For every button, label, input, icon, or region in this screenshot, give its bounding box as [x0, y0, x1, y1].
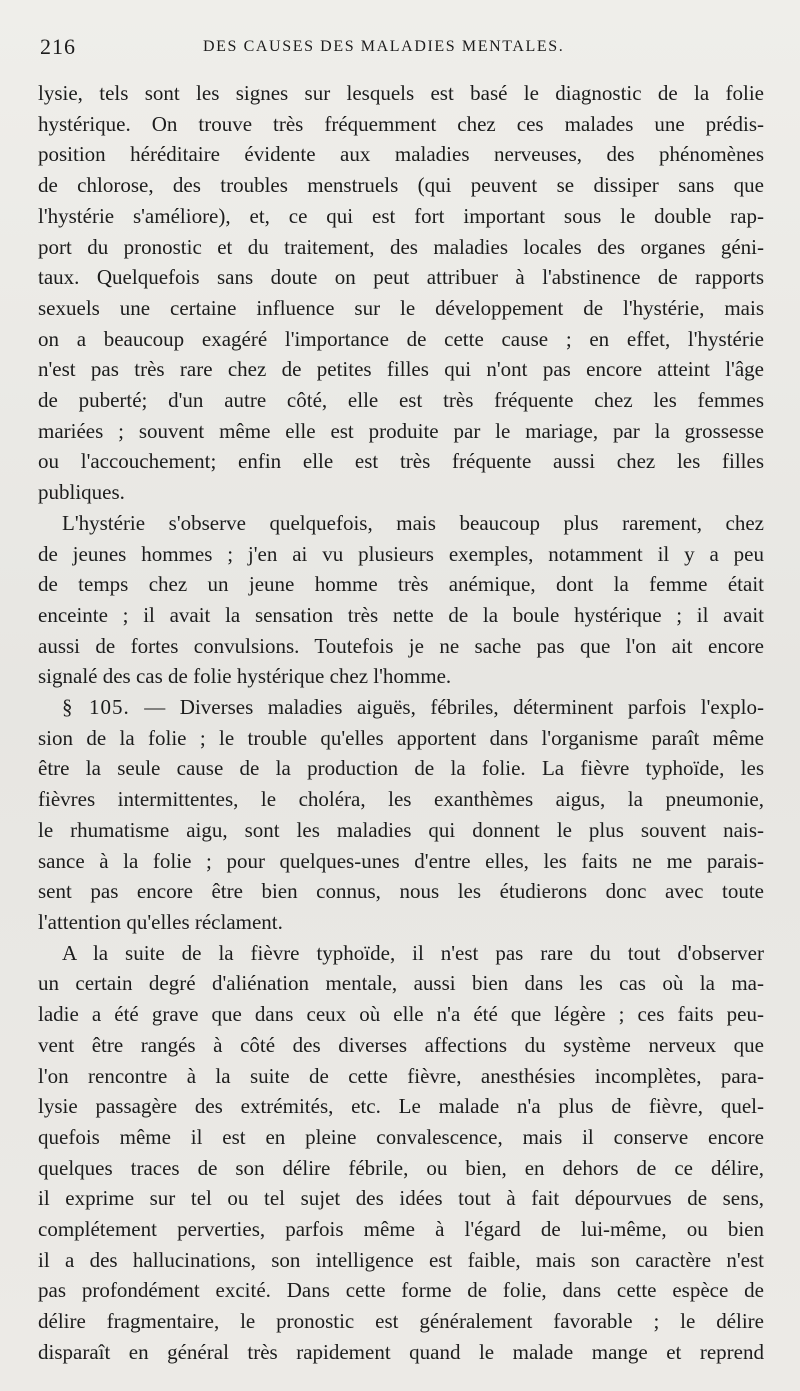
text-line: sent pas encore être bien connus, nous les étudierons donc avec toute	[38, 879, 764, 904]
text-line: hystérique. On trouve très fréquemment chez ces malades une prédis-	[38, 111, 764, 136]
text-line: publiques.	[38, 480, 125, 505]
running-title: DES CAUSES DES MALADIES MENTALES.	[203, 38, 565, 55]
text-line: de chlorose, des troubles menstruels (qui peuvent se dissiper sans que	[38, 173, 764, 198]
text-line: fièvres intermittentes, le choléra, les exanthèmes aigus, la pneumonie,	[38, 787, 764, 812]
text-line-content: — Diverses maladies aiguës, fébriles, déterminent parfois l'explo-	[129, 695, 764, 720]
text-line: sance à la folie ; pour quelques-unes d'entre elles, les faits ne me parais-	[38, 848, 764, 873]
text-line: ou l'accouchement; enfin elle est très fréquente aussi chez les filles	[38, 449, 764, 474]
text-line: L'hystérie s'observe quelquefois, mais beaucoup plus rarement, chez	[62, 510, 764, 535]
text-line: l'attention qu'elles réclament.	[38, 909, 283, 934]
text-line: disparaît en général très rapidement quand le malade mange et reprend	[38, 1339, 764, 1364]
text-line: l'on rencontre à la suite de cette fièvre, anesthésies incomplètes, para-	[38, 1063, 764, 1088]
text-line: n'est pas très rare chez de petites filles qui n'ont pas encore atteint l'âge	[38, 357, 764, 382]
section-number: § 105.	[62, 695, 130, 720]
text-line: être la seule cause de la production de la folie. La fièvre typhoïde, les	[38, 756, 764, 781]
text-line: on a beaucoup exagéré l'importance de cette cause ; en effet, l'hystérie	[38, 326, 764, 351]
text-line: délire fragmentaire, le pronostic est généralement favorable ; le délire	[38, 1309, 764, 1334]
page-number: 216	[40, 34, 76, 59]
text-line: ladie a été grave que dans ceux où elle n'a été que légère ; ces faits peu-	[38, 1002, 764, 1027]
text-line: de jeunes hommes ; j'en ai vu plusieurs exemples, notamment il y a peu	[38, 541, 764, 566]
body-text	[38, 78, 764, 1368]
text-line: aussi de fortes convulsions. Toutefois je ne sache pas que l'on ait encore	[38, 633, 764, 658]
text-line: l'hystérie s'améliore), et, ce qui est fort important sous le double rap-	[38, 203, 764, 228]
text-line: signalé des cas de folie hystérique chez l'homme.	[38, 664, 452, 689]
text-line: il a des hallucinations, son intelligence est faible, mais son caractère n'est	[38, 1247, 764, 1272]
text-line: port du pronostic et du traitement, des maladies locales des organes géni-	[38, 234, 764, 259]
text-line: il exprime sur tel ou tel sujet des idées tout à fait dépourvues de sens,	[38, 1186, 764, 1211]
text-line: lysie, tels sont les signes sur lesquels est basé le diagnostic de la folie	[38, 81, 764, 105]
text-line: vent être rangés à côté des diverses affections du système nerveux que	[38, 1032, 764, 1057]
text-line: quelques traces de son délire fébrile, ou bien, en dehors de ce délire,	[38, 1155, 764, 1180]
running-head	[38, 34, 764, 78]
paragraph-hysteria-men	[38, 508, 764, 692]
text-line: A la suite de la fièvre typhoïde, il n'est pas rare du tout d'observer	[62, 940, 764, 965]
text-line	[38, 692, 764, 723]
text-line: enceinte ; il avait la sensation très nette de la boule hystérique ; il avait	[38, 602, 764, 627]
text-line: position héréditaire évidente aux maladies nerveuses, des phénomènes	[38, 142, 764, 167]
text-line: de puberté; d'un autre côté, elle est très fréquente chez les femmes	[38, 388, 764, 413]
paragraph-hysteria-diagnosis	[38, 78, 764, 508]
text-line: taux. Quelquefois sans doute on peut attribuer à l'abstinence de rapports	[38, 265, 764, 290]
text-line: lysie passagère des extrémités, etc. Le malade n'a plus de fièvre, quel-	[38, 1094, 764, 1119]
text-line: un certain degré d'aliénation mentale, aussi bien dans les cas où la ma-	[38, 971, 764, 996]
text-line: complétement perverties, parfois même à l'égard de lui-même, ou bien	[38, 1217, 764, 1242]
text-line: mariées ; souvent même elle est produite par le mariage, par la grossesse	[38, 418, 764, 443]
paragraph-typhoid-fever	[38, 938, 764, 1368]
text-line: sion de la folie ; le trouble qu'elles apportent dans l'organisme paraît même	[38, 725, 764, 750]
text-line: de temps chez un jeune homme très anémique, dont la femme était	[38, 572, 764, 597]
text-line: sexuels une certaine influence sur le développement de l'hystérie, mais	[38, 295, 764, 320]
paragraph-section-105	[38, 692, 764, 938]
text-line: pas profondément excité. Dans cette forme de folie, dans cette espèce de	[38, 1278, 764, 1303]
text-line: le rhumatisme aigu, sont les maladies qui donnent le plus souvent nais-	[38, 817, 764, 842]
text-line: quefois même il est en pleine convalescence, mais il conserve encore	[38, 1124, 764, 1149]
